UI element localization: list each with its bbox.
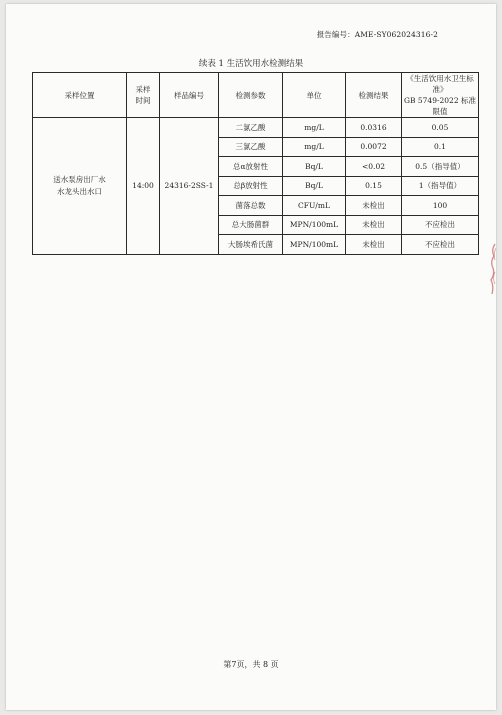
header-unit: 单位: [283, 73, 346, 118]
header-limit-line2: GB 5749-2022 标准限值: [404, 96, 476, 116]
page-footer: 第7页，共 8 页: [223, 660, 279, 669]
unit-cell: MPN/100mL: [283, 215, 346, 235]
header-time: [127, 73, 160, 118]
table-row: [33, 118, 479, 138]
seal-stamp-edge: [489, 242, 496, 297]
result-cell: 未检出: [346, 196, 402, 216]
header-limit-line1: 《生活饮用水卫生标准》: [406, 74, 474, 94]
results-table: [32, 72, 479, 255]
parameter-cell: 总大肠菌群: [219, 215, 283, 235]
header-result: 检测结果: [346, 73, 402, 118]
result-cell: 未检出: [346, 235, 402, 255]
limit-cell: 不应检出: [402, 235, 479, 255]
result-cell: 0.15: [346, 176, 402, 196]
unit-cell: mg/L: [283, 118, 346, 138]
table-title: 续表 1 生活饮用水检测结果: [198, 59, 304, 69]
limit-cell: 0.5（指导值）: [402, 157, 479, 177]
unit-cell: Bq/L: [283, 157, 346, 177]
limit-cell: 0.1: [402, 137, 479, 157]
report-number: 报告编号：AME-SY062024316-2: [316, 30, 438, 39]
header-limit: [402, 73, 479, 118]
unit-cell: mg/L: [283, 137, 346, 157]
header-time-line2: 时间: [135, 96, 151, 105]
parameter-cell: 三氯乙酸: [219, 137, 283, 157]
table-header-row: [33, 73, 479, 118]
limit-cell: 不应检出: [402, 215, 479, 235]
parameter-cell: 大肠埃希氏菌: [219, 235, 283, 255]
limit-cell: 0.05: [402, 118, 479, 138]
header-sample-no: 样品编号: [160, 73, 219, 118]
parameter-cell: 二氯乙酸: [219, 118, 283, 138]
unit-cell: CFU/mL: [283, 196, 346, 216]
result-cell: 0.0072: [346, 137, 402, 157]
header-location: 采样位置: [33, 73, 127, 118]
unit-cell: MPN/100mL: [283, 235, 346, 255]
result-cell: 未检出: [346, 215, 402, 235]
parameter-cell: 总α放射性: [219, 157, 283, 177]
sampling-time: 14:00: [127, 118, 160, 255]
sample-number: 24316-2SS-1: [160, 118, 219, 255]
sampling-location: [33, 118, 127, 255]
header-parameter: 检测参数: [219, 73, 283, 118]
sampling-location-line1: 送水泵房出厂水: [53, 174, 106, 184]
document-page: [6, 4, 496, 710]
limit-cell: 1（指导值）: [402, 176, 479, 196]
sampling-location-line2: 水龙头出水口: [57, 186, 102, 196]
header-time-line1: 采样: [135, 85, 151, 94]
limit-cell: 100: [402, 196, 479, 216]
parameter-cell: 菌落总数: [219, 196, 283, 216]
unit-cell: Bq/L: [283, 176, 346, 196]
parameter-cell: 总β放射性: [219, 176, 283, 196]
result-cell: <0.02: [346, 157, 402, 177]
result-cell: 0.0316: [346, 118, 402, 138]
